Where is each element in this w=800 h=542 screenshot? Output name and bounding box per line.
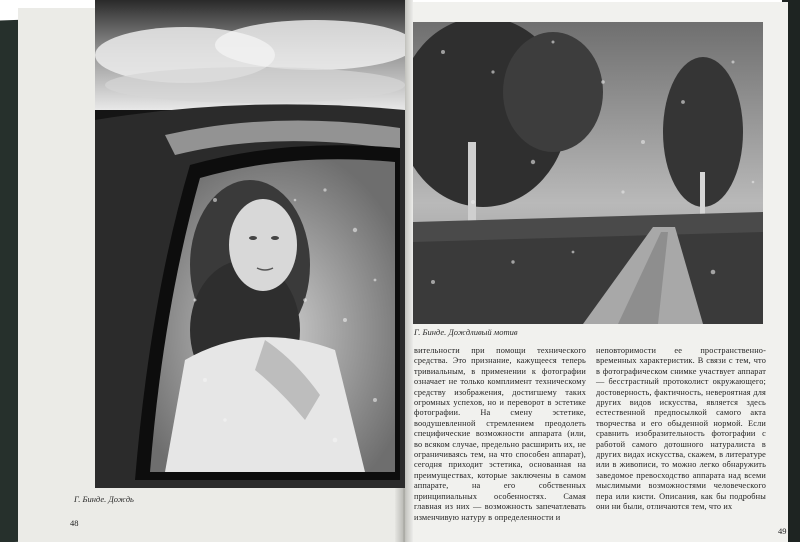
photo-rainy-landscape bbox=[413, 22, 763, 324]
right-page-number: 49 bbox=[778, 526, 787, 536]
left-photo-caption: Г. Бинде. Дождь bbox=[74, 494, 134, 504]
right-photo-caption: Г. Бинде. Дождливый мотив bbox=[414, 327, 518, 337]
photo-woman-in-car-window bbox=[95, 0, 405, 488]
photo-landscape-illustration bbox=[413, 22, 763, 324]
left-page-number: 48 bbox=[70, 518, 79, 528]
photo-woman-illustration bbox=[95, 0, 405, 488]
text-column-2: неповторимости ее пространственно-временных характеристик. В связи с тем, что в фотографическом снимке участвует аппарат — бесстрастный протоколист окружающего; достоверность, фактичность, невероятная для других видов искусства, является здесь естественной предпосылкой самого акта творчества и его обыденной нормой. Если сравнить изобразительность фотографии с работой самого дотошного натуралиста в других видах искусства, скажем, в литературе или в живописи, то можно легко обнаружить заведомое превосходство аппарата над всеми мыслимыми возможностями человеческого пера или кисти. Описания, как бы подробны они ни были, отличаются тем, что их bbox=[596, 346, 766, 512]
text-column-1: вительности при помощи технического средства. Это признание, кажущееся теперь тривиальным, в применении к фотографии означает не только комплимент техническому средству изображения, достигшему таких огромных успехов, но и переворот в эстетике фотографии. На смену эстетике, воодушевленной стремлением преодолеть специфические возможности аппарата (или, во всяком случае, предельно расширить их, не ограничиваясь тем, на что способен аппарат), сегодня приходит эстетика, основанная на преимуществах, которые заключены в самом аппарате, на его собственных принципиальных особенностях. Самая главная из них — возможность запечатлевать изменчивую натуру в определенности и bbox=[414, 346, 586, 522]
